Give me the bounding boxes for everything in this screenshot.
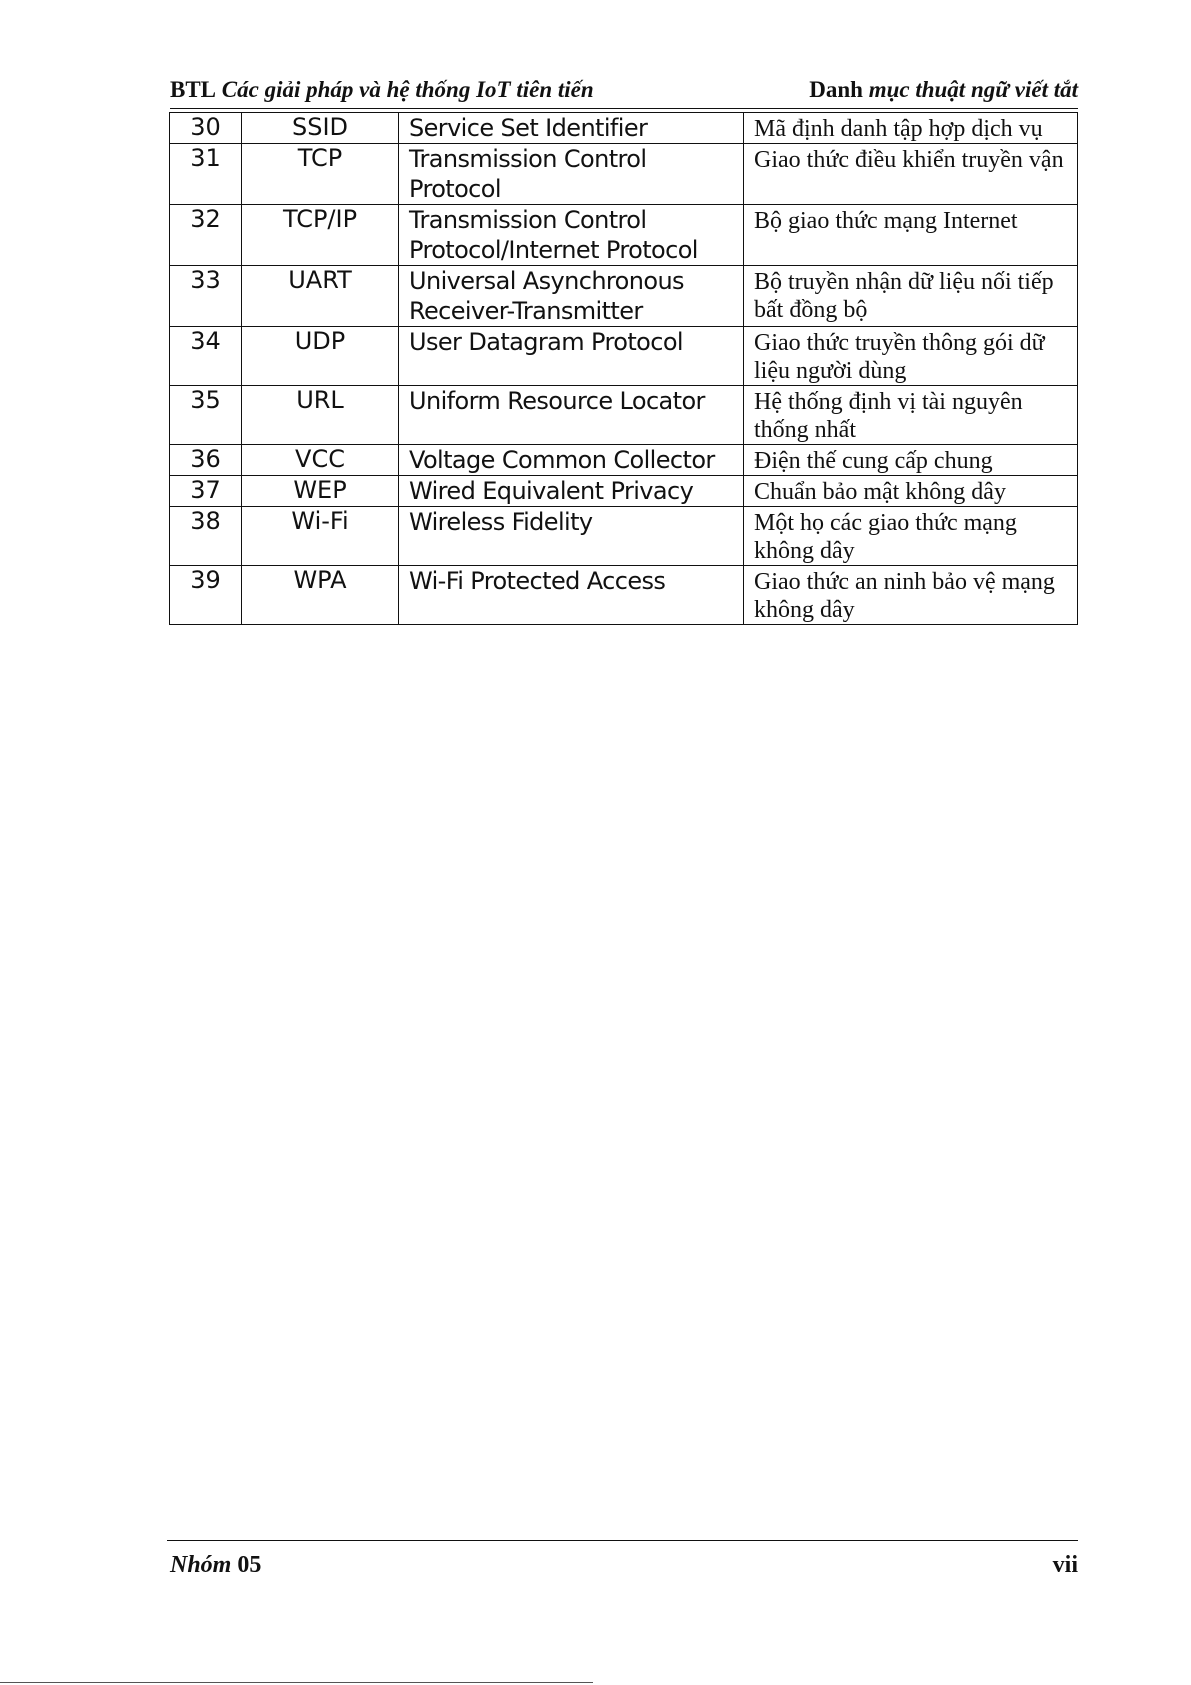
header-section-title (809, 74, 1078, 106)
header-title: Các giải pháp và hệ thống IoT tiên tiến (221, 77, 594, 102)
vietnamese-meaning-cell: Điện thế cung cấp chung (744, 445, 1078, 476)
row-number-cell: 35 (170, 386, 242, 445)
full-term-cell: Universal Asynchronous Receiver-Transmitter (399, 266, 744, 327)
abbreviation-cell: UDP (242, 327, 399, 386)
table-row (170, 113, 1078, 144)
row-number-cell: 31 (170, 144, 242, 205)
vietnamese-meaning-cell: Chuẩn bảo mật không dây (744, 476, 1078, 507)
row-number-cell: 38 (170, 507, 242, 566)
abbreviation-cell: URL (242, 386, 399, 445)
full-term-cell: Uniform Resource Locator (399, 386, 744, 445)
full-term-cell: Voltage Common Collector (399, 445, 744, 476)
footer-divider (167, 1540, 1078, 1541)
full-term-cell: Wireless Fidelity (399, 507, 744, 566)
table-row (170, 205, 1078, 266)
page-number: vii (1052, 1552, 1078, 1578)
vietnamese-meaning-cell: Giao thức điều khiển truyền vận (744, 144, 1078, 205)
row-number-cell: 33 (170, 266, 242, 327)
abbreviation-cell: SSID (242, 113, 399, 144)
row-number-cell: 37 (170, 476, 242, 507)
header-prefix: BTL (170, 77, 217, 102)
running-header (170, 74, 1078, 106)
table-row (170, 507, 1078, 566)
row-number-cell: 36 (170, 445, 242, 476)
full-term-cell: Transmission Control Protocol (399, 144, 744, 205)
table-row (170, 327, 1078, 386)
full-term-cell: Service Set Identifier (399, 113, 744, 144)
abbreviation-cell: Wi-Fi (242, 507, 399, 566)
abbreviation-cell: VCC (242, 445, 399, 476)
vietnamese-meaning-cell: Hệ thống định vị tài nguyên thống nhất (744, 386, 1078, 445)
vietnamese-meaning-cell: Mã định danh tập hợp dịch vụ (744, 113, 1078, 144)
table-row (170, 144, 1078, 205)
table-row (170, 476, 1078, 507)
footer-group (170, 1548, 261, 1582)
page-bottom-line (0, 1682, 593, 1683)
full-term-cell: Transmission Control Protocol/Internet Protocol (399, 205, 744, 266)
row-number-cell: 32 (170, 205, 242, 266)
vietnamese-meaning-cell: Giao thức an ninh bảo vệ mạng không dây (744, 566, 1078, 625)
table-row (170, 266, 1078, 327)
abbreviations-table-body (170, 113, 1078, 625)
footer-group-number: 05 (237, 1552, 262, 1578)
table-row (170, 445, 1078, 476)
row-number-cell: 39 (170, 566, 242, 625)
abbreviation-cell: TCP (242, 144, 399, 205)
full-term-cell: Wired Equivalent Privacy (399, 476, 744, 507)
abbreviation-cell: WPA (242, 566, 399, 625)
vietnamese-meaning-cell: Bộ truyền nhận dữ liệu nối tiếp bất đồng bộ (744, 266, 1078, 327)
abbreviation-cell: TCP/IP (242, 205, 399, 266)
table-row (170, 386, 1078, 445)
abbreviation-cell: WEP (242, 476, 399, 507)
header-divider (170, 108, 1078, 109)
header-section-word: Danh (809, 77, 863, 102)
vietnamese-meaning-cell: Một họ các giao thức mạng không dây (744, 507, 1078, 566)
vietnamese-meaning-cell: Giao thức truyền thông gói dữ liệu người dùng (744, 327, 1078, 386)
footer-group-label: Nhóm (170, 1552, 232, 1578)
row-number-cell: 30 (170, 113, 242, 144)
header-section-rest: mục thuật ngữ viết tắt (868, 77, 1078, 102)
abbreviation-cell: UART (242, 266, 399, 327)
table-row (170, 566, 1078, 625)
vietnamese-meaning-cell: Bộ giao thức mạng Internet (744, 205, 1078, 266)
row-number-cell: 34 (170, 327, 242, 386)
header-document-title (170, 74, 594, 106)
full-term-cell: User Datagram Protocol (399, 327, 744, 386)
abbreviations-table (169, 112, 1078, 625)
running-footer (170, 1548, 1078, 1582)
full-term-cell: Wi-Fi Protected Access (399, 566, 744, 625)
